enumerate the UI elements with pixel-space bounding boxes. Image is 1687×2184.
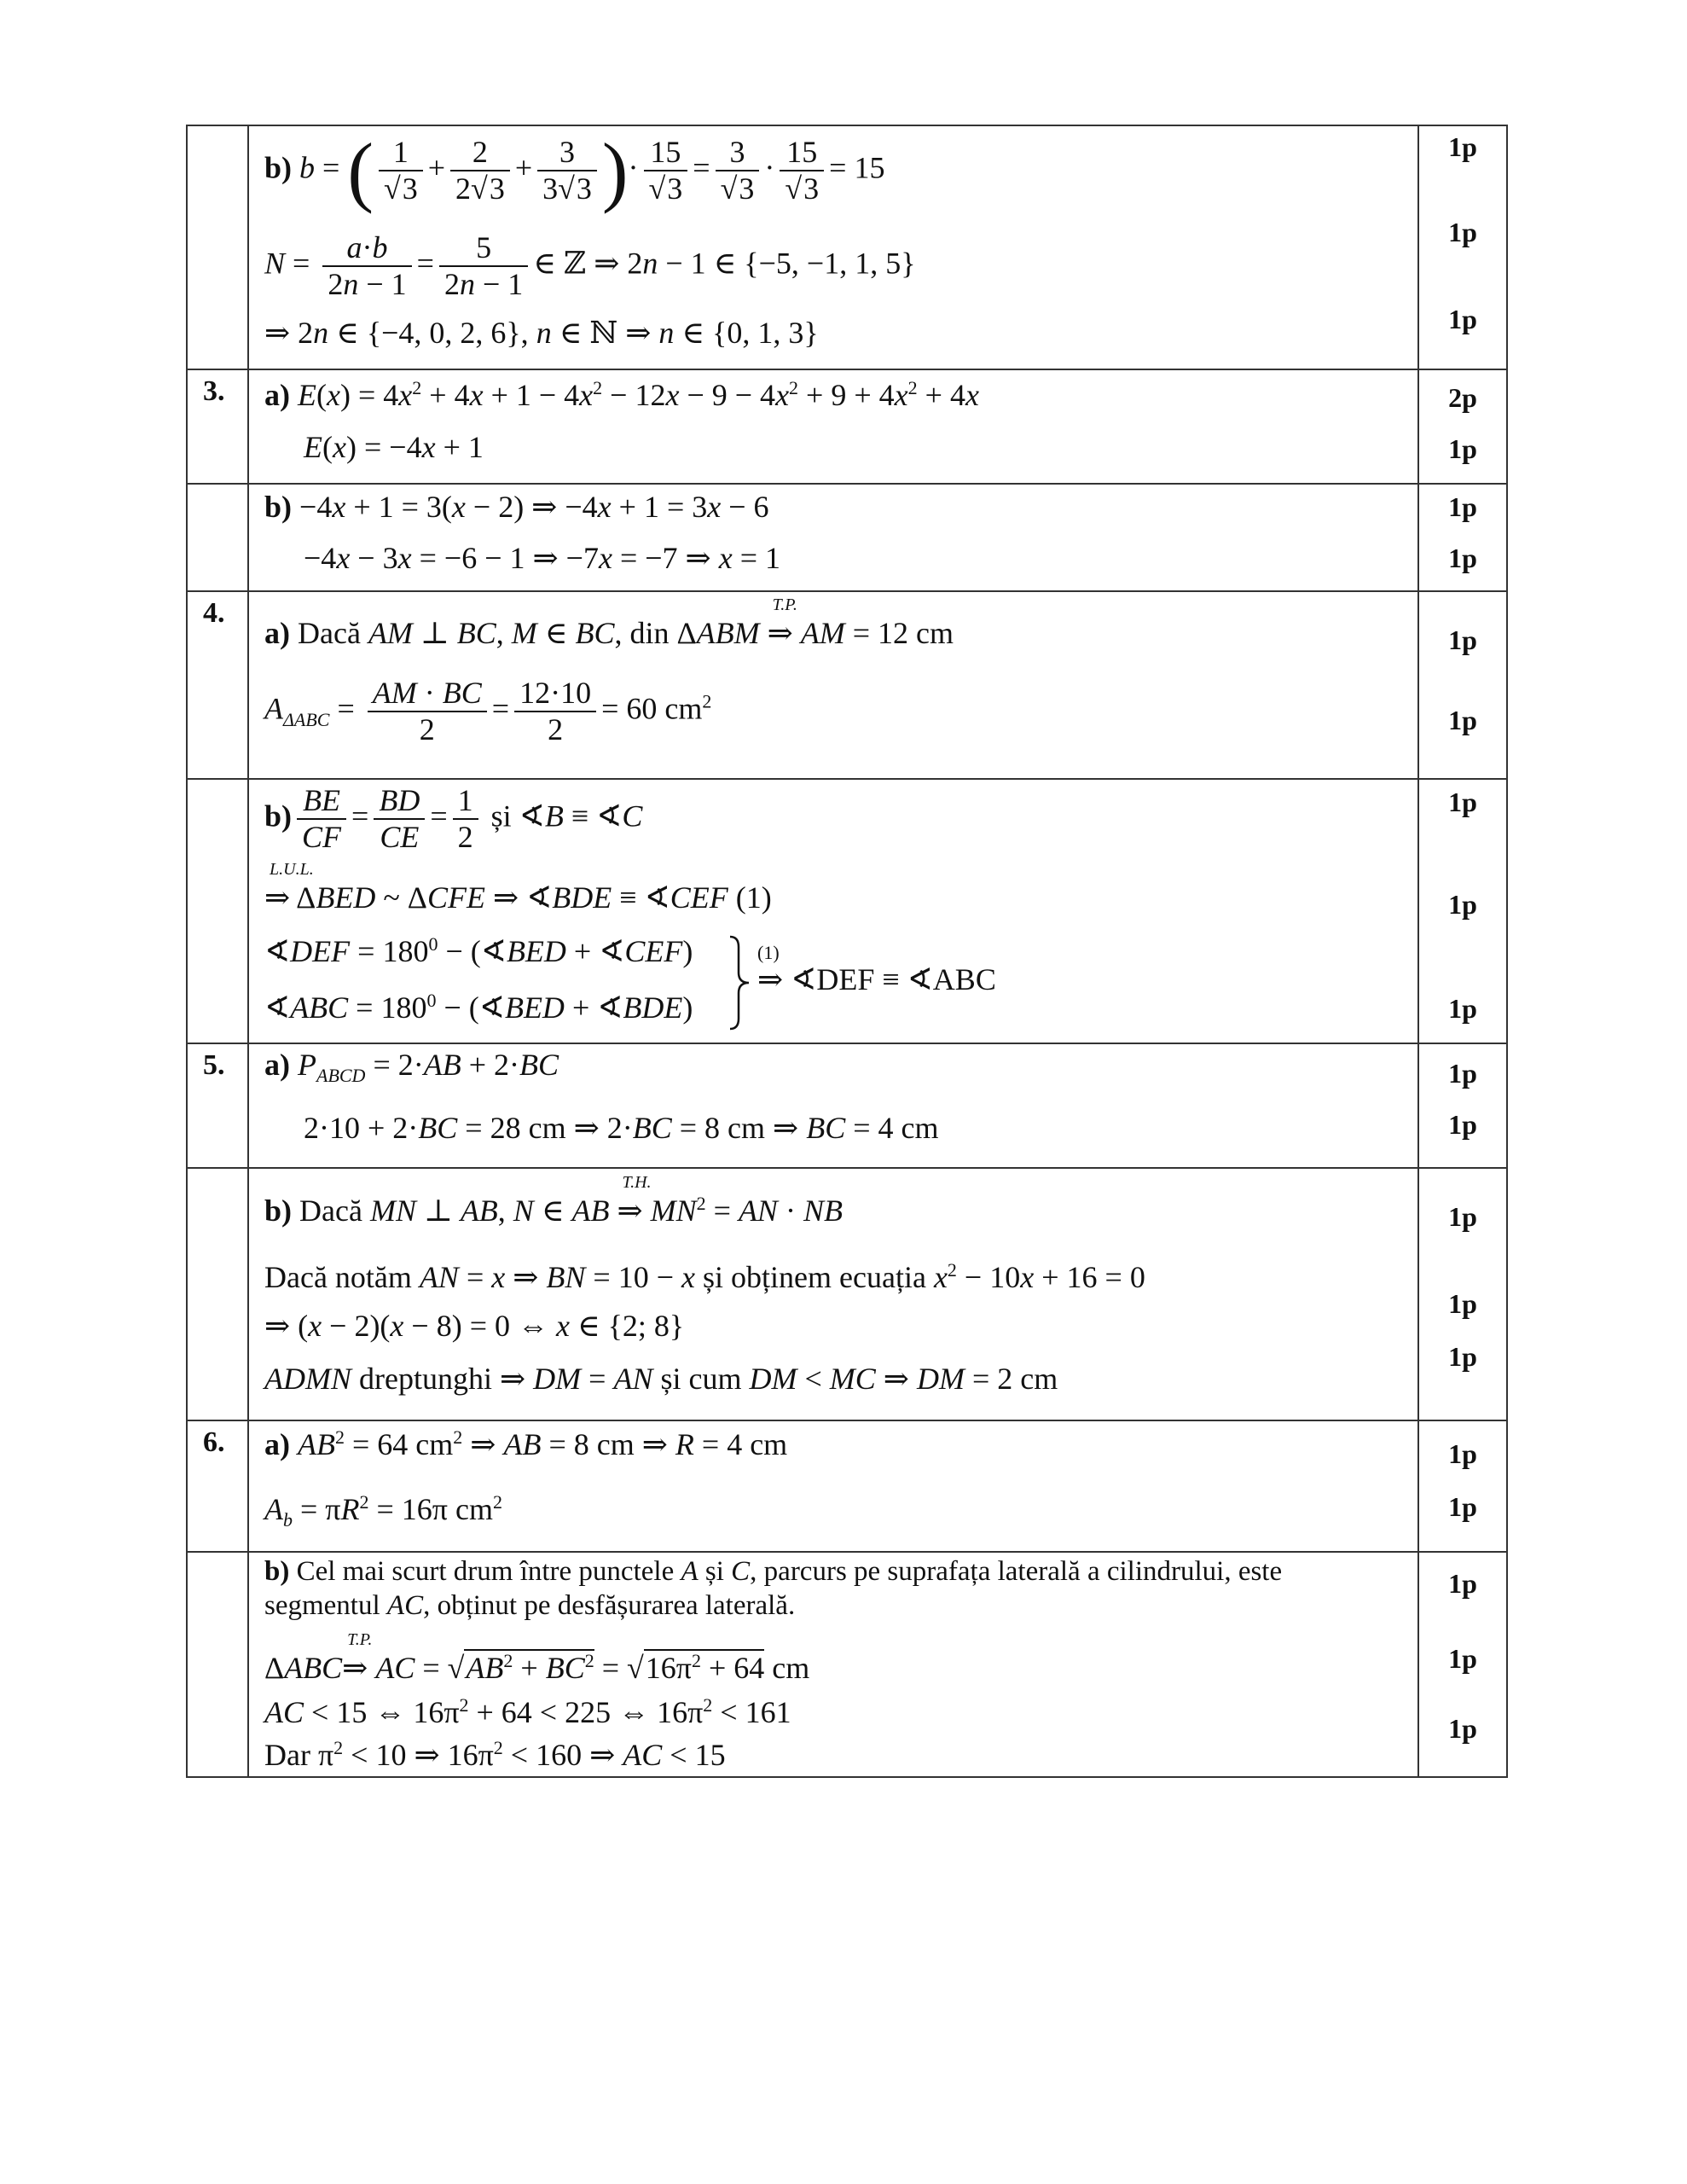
table-row xyxy=(187,1043,1507,1168)
points-badge: 1p xyxy=(1448,705,1477,735)
solution-line: Dacă notăm AN = x ⇒ BN = 10 − x și obținem ecuația $x^2 - 10x + 16 = 0$ xyxy=(264,1259,1145,1294)
solution-line: b) −4x + 1 = 3(x − 2) ⇒ −4x + 1 = 3x − 6 xyxy=(264,490,769,524)
points-badge: 2p xyxy=(1448,382,1477,413)
points-badge: 1p xyxy=(1448,433,1477,464)
solution-line: ⇒ ∢DEF ≡ ∢ABC xyxy=(757,962,996,996)
points-badge: 1p xyxy=(1448,1713,1477,1744)
solution-line: ADMN dreptunghi ⇒ DM = AN și cum DM < MC ⇒ DM = 2 cm xyxy=(264,1362,1058,1396)
points-badge: 1p xyxy=(1448,1438,1477,1469)
solution-line: N = $\frac{a\cdot b}{2n - 1}$ = $\frac{5}{2n - 1}$ ∈ ℤ ⇒ 2n − 1 ∈ {−5, −1, 1, 5} xyxy=(264,230,916,302)
points-badge: 1p xyxy=(1448,1201,1477,1232)
solution-line: a) $E(x) = 4x^2 + 4x + 1 - 4x^2 - 12x - 9 - 4x^2 + 9 + 4x^2 + 4x$ xyxy=(264,377,979,412)
solution-line: ∢DEF = $180^0$ − (∢BED + ∢CEF) xyxy=(264,933,693,968)
solution-line: b) b = ( $\frac{1}{√3}$ + $\frac{2}{2√3}$ + $\frac{3}{3√3}$ )· $\frac{15}{√3}$ = $\frac{3}{√3}$ · $\frac{15}{√3}$ = 15 xyxy=(264,127,885,214)
table-row xyxy=(187,125,1507,369)
points-badge: 1p xyxy=(1448,1568,1477,1599)
points-badge: 1p xyxy=(1448,1058,1477,1089)
solution-line: $A_{\Delta ABC}$ = $\frac{AM \cdot BC}{2}$ = $\frac{12\cdot 10}{2}$ = 60 $cm^2$ xyxy=(264,676,712,747)
points-badge: 1p xyxy=(1448,304,1477,334)
solution-line: $A_b = \pi R^2 = 16\pi$ $cm^2$ xyxy=(264,1491,502,1531)
points-badge: 1p xyxy=(1448,491,1477,522)
points-badge: 1p xyxy=(1448,1109,1477,1140)
solution-line: E(x) = −4x + 1 xyxy=(304,430,484,464)
points-badge: 1p xyxy=(1448,1288,1477,1319)
points-badge: 1p xyxy=(1448,1341,1477,1372)
solution-line: b) $\frac{BE}{CF}$ = $\frac{BD}{CE}$ = $\frac{1}{2}$ și ∢B ≡ ∢C xyxy=(264,783,643,855)
solution-line: ⇒ (x − 2)(x − 8) = 0 ⇔ x ∈ {2; 8} xyxy=(264,1309,685,1343)
exercise-number: 3. xyxy=(203,375,225,407)
solution-line: ΔABC T.P. ⇒ AC = $√AB^2 + BC^2 = √16\pi^2 + 64$ cm xyxy=(264,1630,810,1685)
solution-line: 2·10 + 2·BC = 28 cm ⇒ 2·BC = 8 cm ⇒ BC = 4 cm xyxy=(304,1111,939,1145)
points-badge: 1p xyxy=(1448,1643,1477,1674)
table-row xyxy=(187,591,1507,779)
exercise-number: 6. xyxy=(203,1426,225,1458)
table-row xyxy=(187,369,1507,484)
grading-table xyxy=(186,125,1508,1778)
exercise-number: 4. xyxy=(203,597,225,629)
points-badge: 1p xyxy=(1448,217,1477,247)
points-badge: 1p xyxy=(1448,993,1477,1024)
solution-line: ⇒ 2n ∈ {−4, 0, 2, 6}, n ∈ ℕ ⇒ n ∈ {0, 1, 3} xyxy=(264,316,819,350)
solution-line: AC < 15 ⇔ $16\pi^2 + 64 < 225$ ⇔ $16\pi^2 < 161$ xyxy=(264,1694,791,1729)
solution-line: a) $AB^2 = 64$ $cm^2$ ⇒ AB = 8 cm ⇒ R = 4 cm xyxy=(264,1426,788,1461)
points-badge: 1p xyxy=(1448,1491,1477,1522)
reference-one: (1) xyxy=(757,942,780,963)
solution-line: segmentul AC, obținut pe desfășurarea laterală. xyxy=(264,1590,796,1621)
points-badge: 1p xyxy=(1448,787,1477,817)
solution-line: a) Dacă AM ⊥ BC, M ∈ BC, din ΔABM T.P. ⇒ AM = 12 cm xyxy=(264,595,954,650)
solution-line: Dar $\pi^2 < 10$ ⇒ $16\pi^2 < 160$ ⇒ AC < 15 xyxy=(264,1737,726,1772)
right-brace xyxy=(727,935,752,1031)
solution-line: b) Cel mai scurt drum între punctele A și C, parcurs pe suprafața laterală a cilindrului, este xyxy=(264,1556,1283,1587)
solution-line: b) Dacă MN ⊥ AB, N ∈ AB T.H. ⇒ $MN^2$ = AN · NB xyxy=(264,1173,843,1228)
solution-line: a) $P_{ABCD} = 2\cdot AB + 2\cdot BC$ xyxy=(264,1048,559,1087)
points-badge: 1p xyxy=(1448,889,1477,920)
table-row xyxy=(187,1552,1507,1777)
table-row xyxy=(187,779,1507,1043)
table-row xyxy=(187,1168,1507,1420)
table-row xyxy=(187,1420,1507,1552)
exercise-number: 5. xyxy=(203,1049,225,1081)
points-badge: 1p xyxy=(1448,624,1477,655)
solution-line: −4x − 3x = −6 − 1 ⇒ −7x = −7 ⇒ x = 1 xyxy=(304,541,781,575)
points-badge: 1p xyxy=(1448,543,1477,573)
table-row xyxy=(187,484,1507,591)
solution-line: L.U.L. ⇒ ΔBED ~ ΔCFE ⇒ ∢BDE ≡ ∢CEF (1) xyxy=(264,860,772,915)
points-badge: 1p xyxy=(1448,131,1477,162)
solution-line: ∢ABC = $180^0$ − (∢BED + ∢BDE) xyxy=(264,990,693,1025)
